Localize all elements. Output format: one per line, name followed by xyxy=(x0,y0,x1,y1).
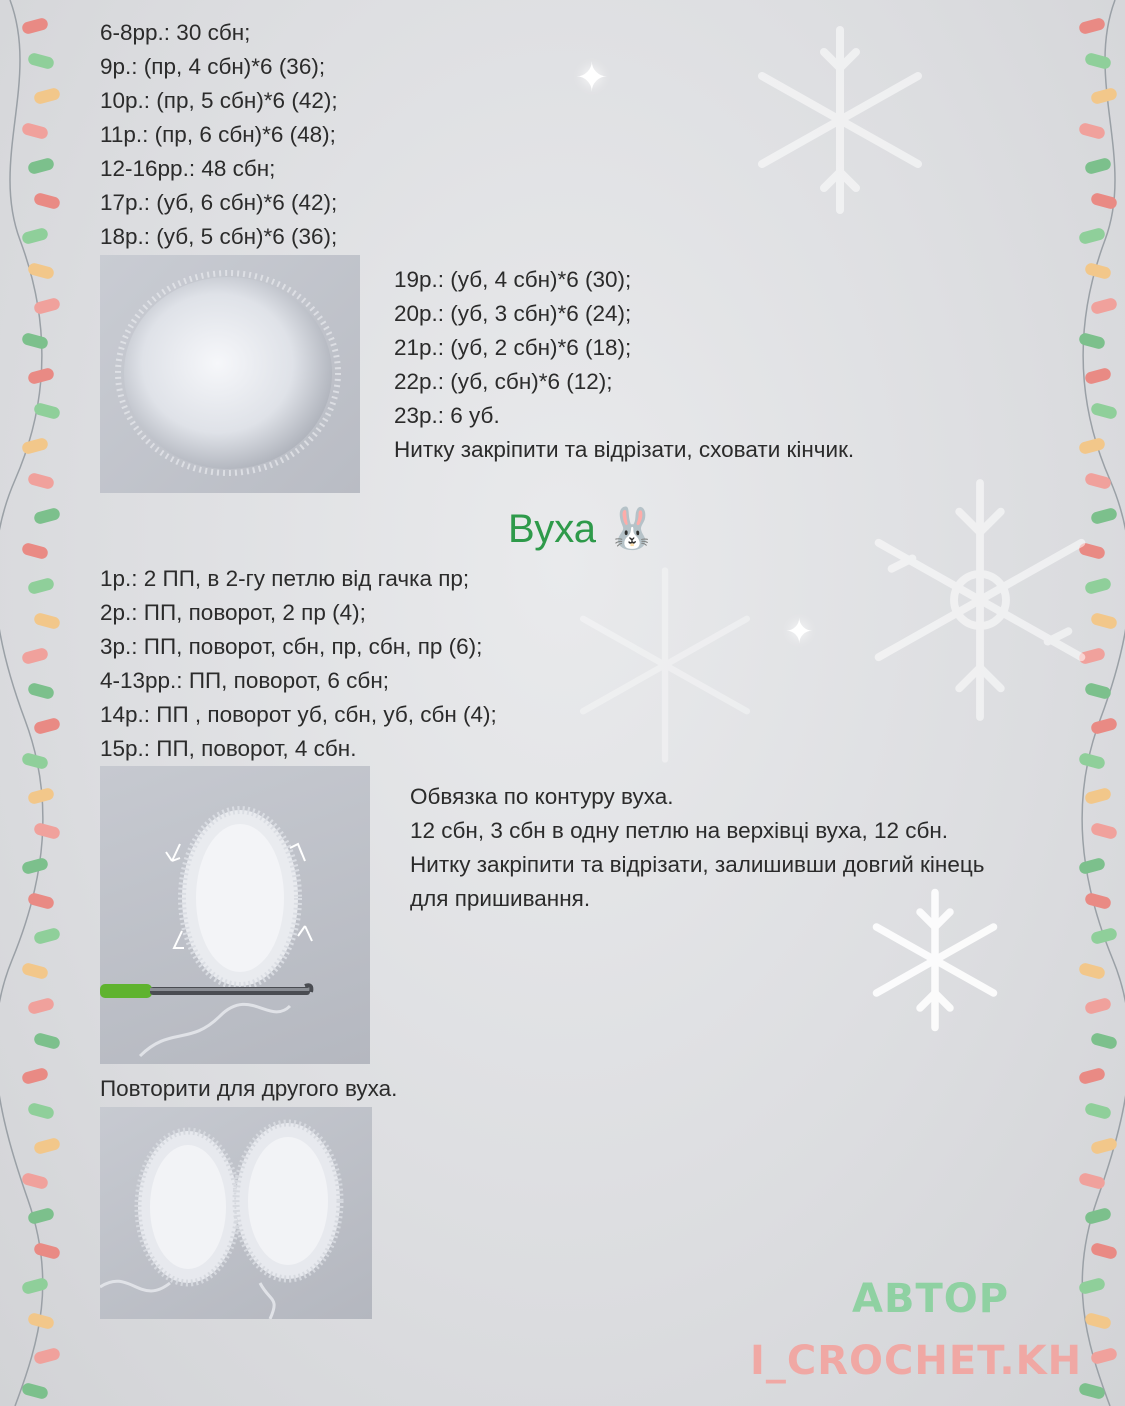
edging-row: 12 сбн, 3 сбн в одну петлю на верхівці вуха, 12 сбн. xyxy=(410,818,949,843)
edging-note: Нитку закріпити та відрізати, залишивши довгий кінець xyxy=(410,852,985,877)
garland-bulb xyxy=(21,542,49,560)
ear-photo xyxy=(100,766,370,1064)
garland-bulb xyxy=(33,192,61,210)
garland-bulb xyxy=(33,612,61,630)
garland-bulb xyxy=(33,927,61,945)
garland-bulb xyxy=(1078,227,1106,245)
garland-bulb xyxy=(21,647,49,665)
garland-bulb xyxy=(1078,437,1106,455)
pattern-row: 10р.: (пр, 5 сбн)*6 (42); xyxy=(100,88,338,113)
edging-note: для пришивання. xyxy=(410,886,591,911)
garland-bulb xyxy=(21,1172,49,1190)
body-rows-top xyxy=(100,16,338,254)
ear-rows xyxy=(100,562,497,766)
pattern-row: 22р.: (уб, сбн)*6 (12); xyxy=(394,369,613,394)
garland-bulb xyxy=(33,507,61,525)
garland-bulb xyxy=(21,857,49,875)
body-photo xyxy=(100,255,360,493)
garland-bulb xyxy=(1078,752,1106,770)
two-ears-photo xyxy=(100,1107,372,1319)
garland-bulb xyxy=(1078,332,1106,350)
pattern-row: 14р.: ПП , поворот уб, сбн, уб, сбн (4); xyxy=(100,702,497,727)
garland-bulb xyxy=(21,1382,49,1400)
left-garland-decoration xyxy=(0,0,70,1406)
pattern-row: 12-16рр.: 48 сбн; xyxy=(100,156,276,181)
garland-bulb xyxy=(1078,122,1106,140)
pattern-row: 23р.: 6 уб. xyxy=(394,403,500,428)
pattern-row: 1р.: 2 ПП, в 2-гу петлю від гачка пр; xyxy=(100,566,470,591)
pattern-row: 11р.: (пр, 6 сбн)*6 (48); xyxy=(100,122,336,147)
body-rows-right xyxy=(394,263,854,467)
garland-bulb xyxy=(1084,262,1112,280)
garland-bulb xyxy=(1084,157,1112,175)
garland-bulb xyxy=(1078,1172,1106,1190)
garland-bulb xyxy=(1084,1102,1112,1120)
garland-bulb xyxy=(27,892,55,910)
garland-bulb xyxy=(1078,857,1106,875)
garland-bulb xyxy=(1090,297,1118,315)
garland-bulb xyxy=(1090,1242,1118,1260)
garland-bulb xyxy=(27,1102,55,1120)
garland-bulb xyxy=(21,437,49,455)
pattern-row: 18р.: (уб, 5 сбн)*6 (36); xyxy=(100,224,338,249)
garland-bulb xyxy=(21,1277,49,1295)
pattern-row: 17р.: (уб, 6 сбн)*6 (42); xyxy=(100,190,338,215)
garland-bulb xyxy=(21,332,49,350)
snowflake-icon xyxy=(850,470,1110,730)
garland-bulb xyxy=(1090,822,1118,840)
garland-bulb xyxy=(27,52,55,70)
edging-instructions xyxy=(410,780,984,916)
garland-bulb xyxy=(1090,927,1118,945)
repeat-note: Повторити для другого вуха. xyxy=(100,1076,398,1101)
garland-bulb xyxy=(33,1032,61,1050)
garland-bulb xyxy=(21,17,49,35)
garland-bulb xyxy=(1084,367,1112,385)
garland-bulb xyxy=(1084,997,1112,1015)
garland-bulb xyxy=(27,157,55,175)
garland-bulb xyxy=(33,717,61,735)
pattern-note: Нитку закріпити та відрізати, сховати кінчик. xyxy=(394,437,855,462)
garland-bulb xyxy=(21,122,49,140)
garland-bulb xyxy=(33,1242,61,1260)
pattern-row: 2р.: ПП, поворот, 2 пр (4); xyxy=(100,600,366,625)
pattern-row: 3р.: ПП, поворот, сбн, пр, сбн, пр (6); xyxy=(100,634,483,659)
pattern-row: 9р.: (пр, 4 сбн)*6 (36); xyxy=(100,54,326,79)
garland-bulb xyxy=(1078,17,1106,35)
garland-bulb xyxy=(27,577,55,595)
author-label: АВТОР xyxy=(852,1276,1010,1322)
garland-bulb xyxy=(33,822,61,840)
garland-bulb xyxy=(21,1067,49,1085)
edging-title: Обвязка по контуру вуха. xyxy=(410,784,674,809)
garland-bulb xyxy=(27,997,55,1015)
author-handle: I_CROCHET.KH xyxy=(750,1338,1083,1384)
snowflake-icon xyxy=(560,560,770,770)
sparkle-icon: ✦ xyxy=(575,56,609,100)
garland-bulb xyxy=(33,1137,61,1155)
pattern-row: 20р.: (уб, 3 сбн)*6 (24); xyxy=(394,301,632,326)
garland-bulb xyxy=(1078,1067,1106,1085)
garland-bulb xyxy=(33,87,61,105)
garland-bulb xyxy=(1090,402,1118,420)
garland-bulb xyxy=(33,402,61,420)
garland-bulb xyxy=(1084,787,1112,805)
garland-bulb xyxy=(1084,1207,1112,1225)
garland-bulb xyxy=(1078,962,1106,980)
pattern-row: 4-13рр.: ПП, поворот, 6 сбн; xyxy=(100,668,389,693)
garland-bulb xyxy=(21,227,49,245)
garland-bulb xyxy=(1090,1032,1118,1050)
garland-bulb xyxy=(1090,87,1118,105)
snowflake-icon xyxy=(740,20,940,220)
garland-bulb xyxy=(21,962,49,980)
garland-bulb xyxy=(27,682,55,700)
garland-bulb xyxy=(1090,1347,1118,1365)
ear-section-heading: Вуха 🐰 xyxy=(508,507,657,551)
garland-bulb xyxy=(27,472,55,490)
garland-bulb xyxy=(1084,1312,1112,1330)
pattern-row: 19р.: (уб, 4 сбн)*6 (30); xyxy=(394,267,632,292)
garland-bulb xyxy=(1084,52,1112,70)
pattern-row: 21р.: (уб, 2 сбн)*6 (18); xyxy=(394,335,632,360)
pattern-row: 6-8рр.: 30 сбн; xyxy=(100,20,251,45)
pattern-row: 15р.: ПП, поворот, 4 сбн. xyxy=(100,736,357,761)
sparkle-icon: ✦ xyxy=(785,613,814,651)
garland-bulb xyxy=(33,1347,61,1365)
garland-bulb xyxy=(1084,892,1112,910)
garland-bulb xyxy=(1090,1137,1118,1155)
